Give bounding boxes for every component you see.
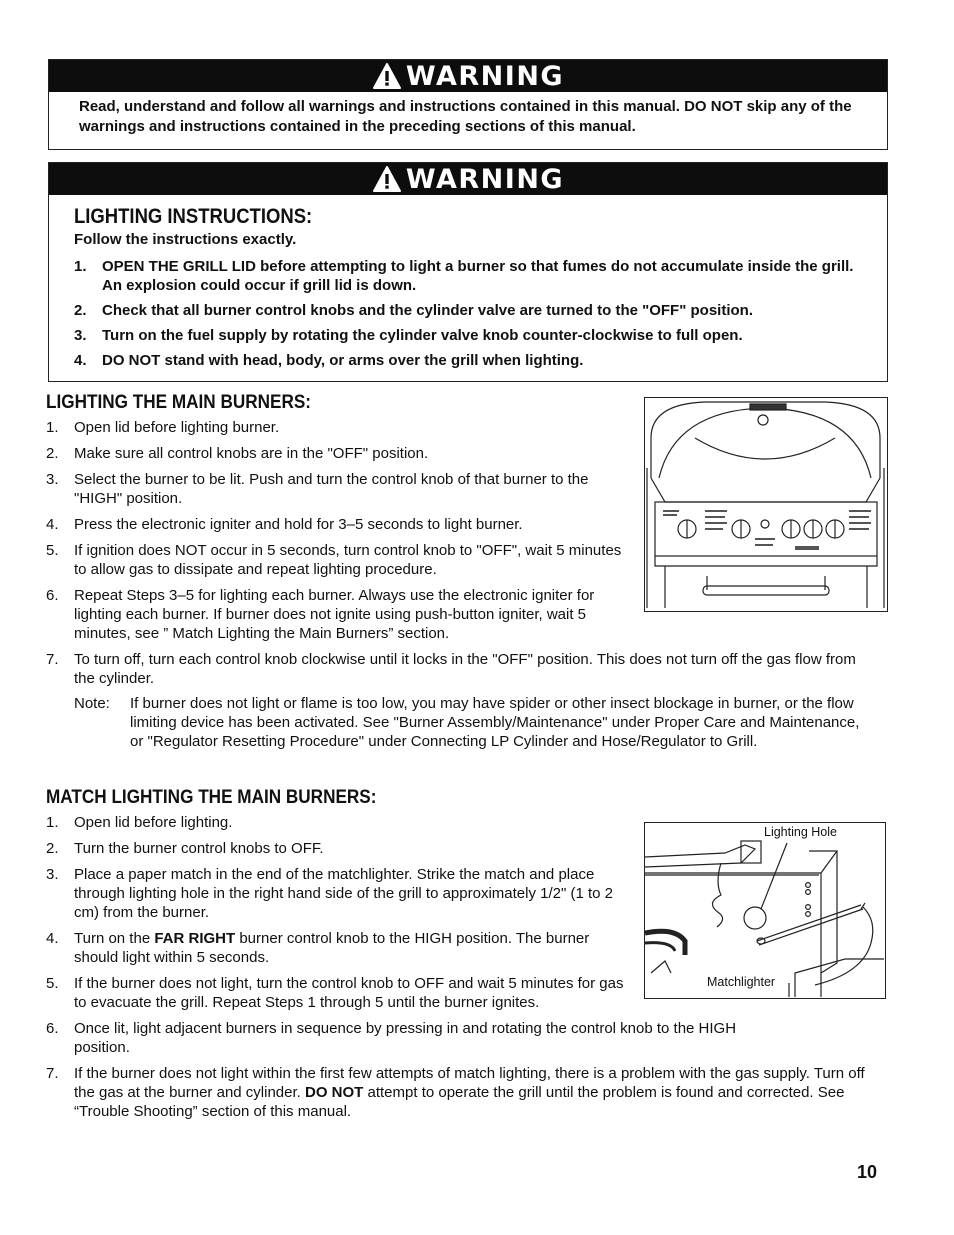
match-lighting-heading: MATCH LIGHTING THE MAIN BURNERS:	[46, 786, 377, 808]
list-item: 2. Check that all burner control knobs and the cylinder valve are turned to the "OFF" position.	[74, 302, 753, 319]
matchlighter-figure	[644, 822, 886, 999]
list-item: 3. Select the burner to be lit. Push and turn the control knob of that burner to the "HIGH" position.	[46, 471, 589, 507]
note-text: If burner does not light or flame is too low, you may have spider or other insect blockage in burner, or the flow limiting device has been activated. See "Burner Assembly/Maintenance" under Proper Care and Maintenance, or "Regulator Resetting Procedure" under Connecting LP Cylinder and Hose/Regulator to Grill.	[130, 695, 860, 750]
warning-box-1	[48, 59, 888, 150]
lighting-instructions-heading: LIGHTING INSTRUCTIONS:	[74, 205, 313, 228]
list-item: 3. Place a paper match in the end of the matchlighter. Strike the match and place through lighting hole in the right hand side of the grill to approximately 1/2" (1 to 2 cm) from the burner.	[46, 866, 613, 921]
list-item: 2. Turn the burner control knobs to OFF.	[46, 840, 324, 857]
warning-label: WARNING	[405, 163, 565, 195]
list-item: 7. To turn off, turn each control knob clockwise until it locks in the "OFF" position. This does not turn off the gas flow from the cylinder.	[46, 651, 856, 687]
warning-box-2	[48, 162, 888, 382]
grill-front-figure	[644, 397, 888, 612]
list-item: 4. Turn on the FAR RIGHT burner control knob to the HIGH position. The burner should light within 5 seconds.	[46, 930, 590, 966]
warning-triangle-icon	[372, 62, 402, 90]
list-item: 5. If the burner does not light, turn the control knob to OFF and wait 5 minutes for gas to evacuate the grill. Repeat Steps 1 through 5 until the burner ignites.	[46, 975, 624, 1011]
list-item: 1. Open lid before lighting burner.	[46, 419, 280, 436]
list-item: 3. Turn on the fuel supply by rotating the cylinder valve knob counter-clockwise to full open.	[74, 327, 743, 344]
warning-banner	[49, 163, 887, 195]
list-item: 6. Once lit, light adjacent burners in sequence by pressing in and rotating the control knob to the HIGH position.	[46, 1020, 737, 1056]
lighting-instructions-subheading: Follow the instructions exactly.	[74, 231, 297, 248]
list-item: 6. Repeat Steps 3–5 for lighting each burner. Always use the electronic igniter for lighting each burner. If burner does not ignite using push-button igniter, wait 5 minutes, see ” Match Lighting the Main Burners” section.	[46, 587, 595, 642]
list-item: 1. Open lid before lighting.	[46, 814, 233, 831]
matchlighter-illustration	[645, 823, 884, 997]
grill-illustration	[645, 398, 886, 610]
lighting-hole-label: Lighting Hole	[764, 825, 837, 839]
matchlighter-label: Matchlighter	[707, 975, 776, 989]
list-item: 1. OPEN THE GRILL LID before attempting to light a burner so that fumes do not accumulate inside the grill. An explosion could occur if grill lid is down.	[74, 258, 854, 294]
warning-label: WARNING	[405, 60, 565, 92]
warning-banner	[49, 60, 887, 92]
note-label: Note:	[74, 695, 110, 712]
main-burners-heading: LIGHTING THE MAIN BURNERS:	[46, 391, 312, 413]
warning-text: Read, understand and follow all warnings and instructions contained in this manual. DO NOT skip any of the warnings and instructions contained in the preceding sections of this manual.	[79, 98, 852, 135]
list-item: 7. If the burner does not light within the first few attempts of match lighting, there is a problem with the gas supply. Turn off the gas at the burner and cylinder. DO NOT attempt to operate the grill until the problem is found and corrected. See “Trouble Shooting” section of this manual.	[46, 1065, 865, 1120]
list-item: 5. If ignition does NOT occur in 5 seconds, turn control knob to "OFF", wait 5 minutes to allow gas to dissipate and repeat lighting procedure.	[46, 542, 622, 578]
list-item: 2. Make sure all control knobs are in the "OFF" position.	[46, 445, 429, 462]
list-item: 4. Press the electronic igniter and hold for 3–5 seconds to light burner.	[46, 516, 523, 533]
page-number: 10	[857, 1162, 878, 1182]
list-item: 4. DO NOT stand with head, body, or arms over the grill when lighting.	[74, 352, 584, 369]
warning-triangle-icon	[372, 165, 402, 193]
note	[74, 694, 868, 751]
